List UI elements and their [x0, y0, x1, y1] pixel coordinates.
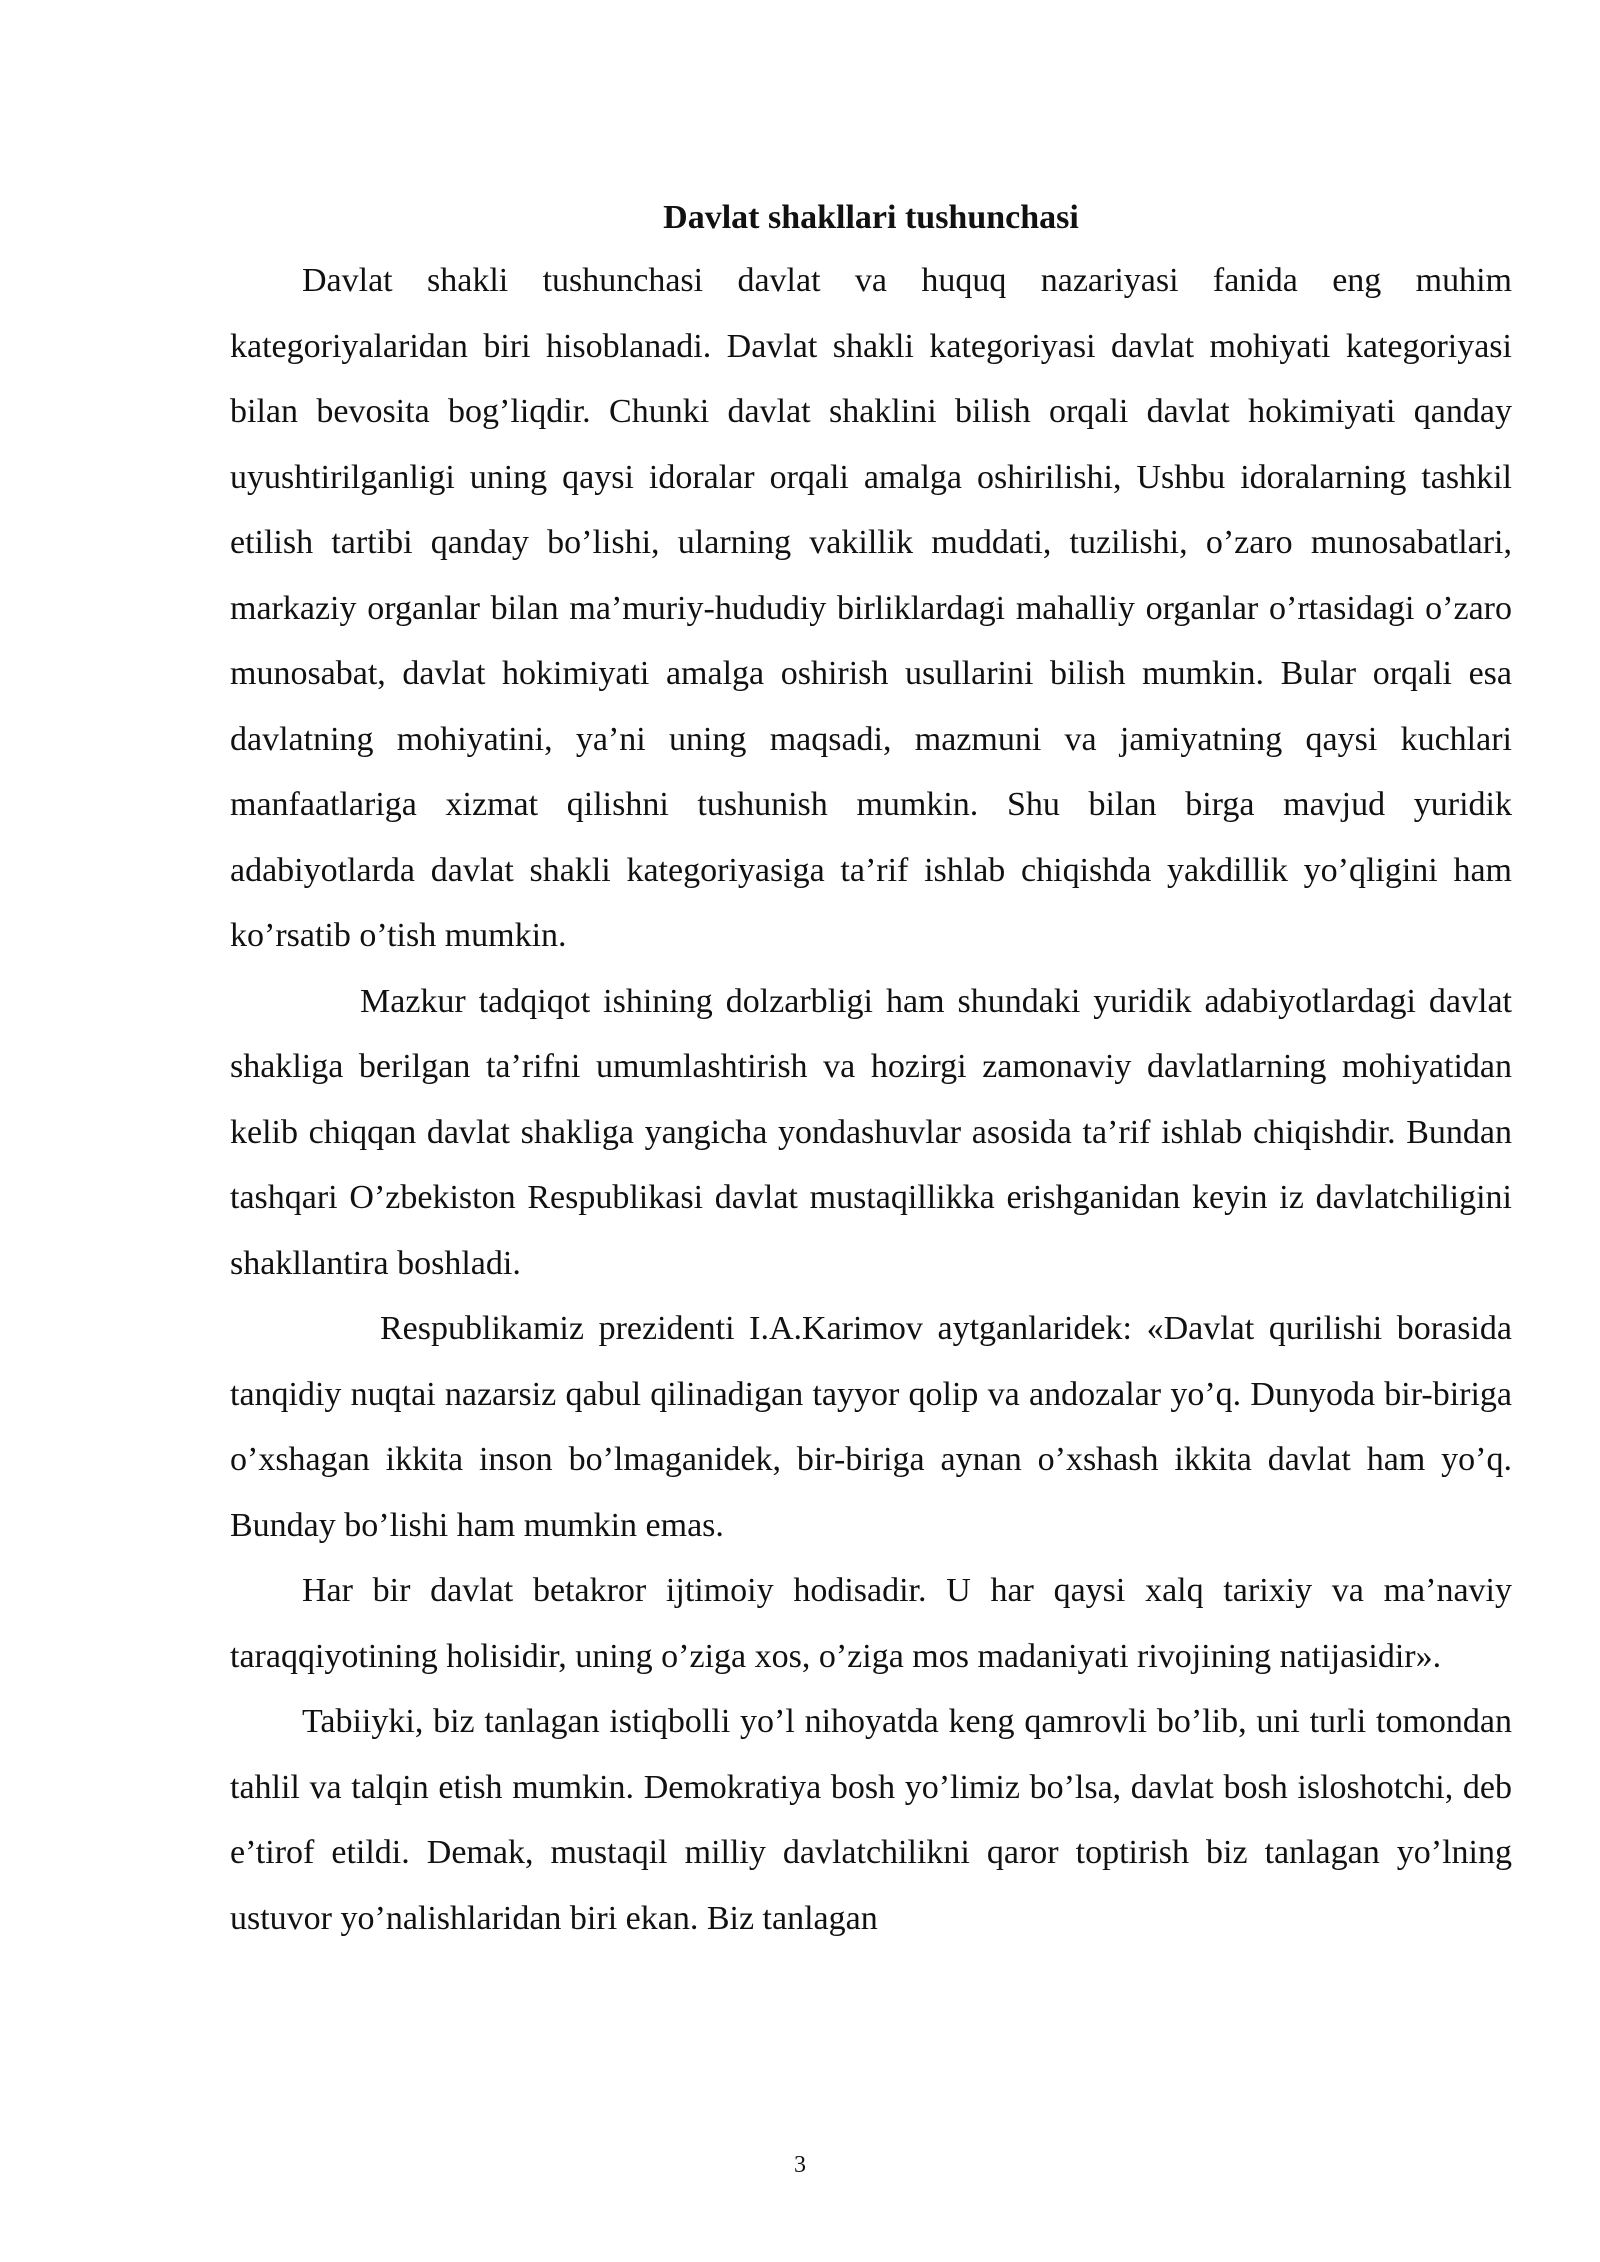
- paragraph-5: Tabiiyki, biz tanlagan istiqbolli yo’l nihoyatda keng qamrovli bo’lib, uni turli tomondan tahlil va talqin etish mumkin. Demokratiya bosh yo’limiz bo’lsa, davlat bosh isloshotchi, deb e’tirof etildi. Demak, mustaqil milliy davlatchilikni qaror toptirish biz tanlagan yo’lning ustuvor yo’nalishlaridan biri ekan. Biz tanlagan: [230, 1703, 1512, 1937]
- paragraph-1: Davlat shakli tushunchasi davlat va huquq nazariyasi fanida eng muhim kategoriyalaridan biri hisoblanadi. Davlat shakli kategoriyasi davlat mohiyati kategoriyasi bilan bevosita bog’liqdir. Chunki davlat shaklini bilish orqali davlat hokimiyati qanday uyushtirilganligi uning qaysi idoralar orqali amalga oshirilishi, Ushbu idoralarning tashkil etilish tartibi qanday bo’lishi, ularning vakillik muddati, tuzilishi, o’zaro munosabatlari, markaziy organlar bilan ma’muriy-hududiy birliklardagi mahalliy organlar o’rtasidagi o’zaro munosabat, davlat hokimiyati amalga oshirish usullarini bilish mumkin. Bular orqali esa davlatning mohiyatini, ya’ni uning maqsadi, mazmuni va jamiyatning qaysi kuchlari manfaatlariga xizmat qilishni tushunish mumkin. Shu bilan birga mavjud yuridik adabiyotlarda davlat shakli kategoriyasiga ta’rif ishlab chiqishda yakdillik yo’qligini ham ko’rsatib o’tish mumkin.: [230, 262, 1512, 954]
- paragraph-2: Mazkur tadqiqot ishining dolzarbligi ham shundaki yuridik adabiyotlardagi davlat shakliga berilgan ta’rifni umumlashtirish va hozirgi zamonaviy davlatlarning mohiyatidan kelib chiqqan davlat shakliga yangicha yondashuvlar asosida ta’rif ishlab chiqishdir. Bundan tashqari O’zbekiston Respublikasi davlat mustaqillikka erishganidan keyin iz davlatchiligini shakllantira boshladi.: [230, 982, 1512, 1282]
- page-content: [230, 188, 1512, 1951]
- page-title: Davlat shakllari tushunchasi: [663, 199, 1079, 236]
- page-number: 3: [794, 2152, 806, 2178]
- paragraph-3: Respublikamiz prezidenti I.A.Karimov aytganlaridek: «Davlat qurilishi borasida tanqidiy nuqtai nazarsiz qabul qilinadigan tayyor qolip va andozalar yo’q. Dunyoda bir-biriga o’xshagan ikkita inson bo’lmaganidek, bir-biriga aynan o’xshash ikkita davlat ham yo’q. Bunday bo’lishi ham mumkin emas.: [230, 1310, 1512, 1544]
- paragraph-4: Har bir davlat betakror ijtimoiy hodisadir. U har qaysi xalq tarixiy va ma’naviy taraqqiyotining holisidir, uning o’ziga xos, o’ziga mos madaniyati rivojining natijasidir».: [230, 1572, 1512, 1675]
